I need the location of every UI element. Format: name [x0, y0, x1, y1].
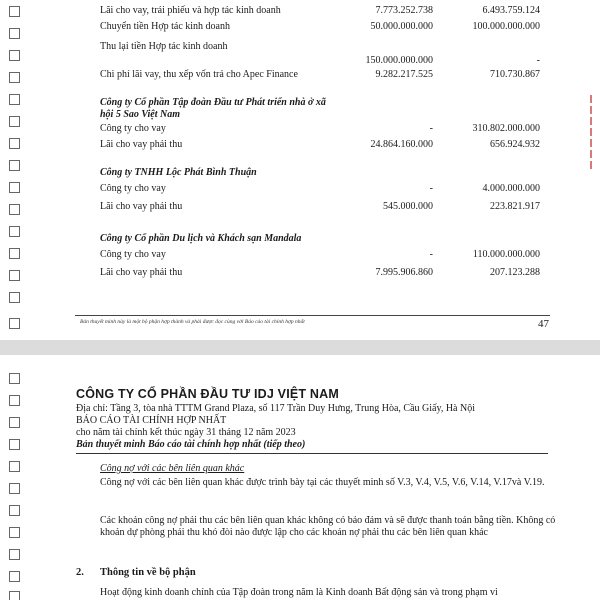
notes-title: Bản thuyết minh Báo cáo tài chính hợp nhất (tiếp theo) [76, 439, 306, 450]
value-current-year: 7.995.906.860 [375, 267, 433, 278]
subheading: Công nợ với các bên liên quan khác [100, 463, 245, 474]
company-address: Địa chỉ: Tầng 3, tòa nhà TTTM Grand Plaza, số 117 Trần Duy Hưng, Trung Hòa, Cầu Giấy, Hà Nội [76, 403, 475, 414]
table-row [0, 182, 600, 196]
table-row [0, 68, 600, 82]
checkbox-mark [9, 549, 20, 560]
paragraph: Các khoản công nợ phải thu các bên liên quan khác không có bảo đảm và sẽ được thanh toán bằng tiền. Không có khoản dự phòng phải thu khó đòi nào được lập cho các khoản nợ phải thu các bên liên quan khác [100, 515, 556, 538]
page-number: 47 [538, 318, 549, 330]
value-prior-year: 710.730.867 [490, 69, 540, 80]
group-heading [0, 232, 600, 246]
checkbox-mark [9, 571, 20, 582]
checkbox-mark [9, 439, 20, 450]
value-prior-year: 223.821.917 [490, 201, 540, 212]
value-current-year: - [429, 123, 433, 134]
table-row [0, 122, 600, 136]
checkbox-mark [9, 318, 20, 329]
report-title: BÁO CÁO TÀI CHÍNH HỢP NHẤT [76, 415, 227, 426]
value-prior-year: 207.123.288 [490, 267, 540, 278]
value-current-year: 24.864.160.000 [370, 139, 433, 150]
page-gap [0, 340, 600, 355]
paragraph: Hoạt động kinh doanh chính của Tập đoàn trong năm là Kinh doanh Bất động sản và trong phạm vi [100, 587, 498, 598]
value-prior-year: 4.000.000.000 [482, 183, 540, 194]
value-current-year: 545.000.000 [383, 201, 433, 212]
group-heading-cont [0, 108, 600, 122]
value-prior-year: 110.000.000.000 [472, 249, 540, 260]
row-label: Lãi cho vay phải thu [100, 139, 183, 150]
report-period: cho năm tài chính kết thúc ngày 31 tháng 12 năm 2023 [76, 427, 296, 438]
checkbox-mark [9, 505, 20, 516]
page-footer-note: Bản thuyết minh này là một bộ phận hợp thành và phải được đọc cùng với Báo cáo tài chính hợp nhất [80, 319, 305, 325]
checkbox-mark [9, 292, 20, 303]
table-row [0, 40, 600, 54]
report-page-48 [0, 355, 600, 600]
checkbox-mark [9, 483, 20, 494]
table-row [0, 248, 600, 262]
value-current-year: 150.000.000.000 [365, 55, 433, 66]
table-row [0, 138, 600, 152]
checkbox-mark [9, 417, 20, 428]
group-title: Công ty Cổ phần Du lịch và Khách sạn Mandala [100, 233, 302, 244]
row-label: Lãi cho vay, trái phiếu và hợp tác kinh doanh [100, 5, 281, 16]
value-prior-year: 100.000.000.000 [472, 21, 540, 32]
value-prior-year: - [536, 55, 540, 66]
row-label: Công ty cho vay [100, 123, 166, 134]
row-label: Thu lại tiền Hợp tác kinh doanh [100, 41, 228, 52]
group-title: Công ty Cổ phần Tập đoàn Đầu tư Phát triển nhà ở xã [100, 97, 326, 108]
group-title-line2: hội 5 Sao Việt Nam [100, 109, 181, 120]
header-divider [76, 453, 548, 454]
row-label: Chi phí lãi vay, thu xếp vốn trả cho Apec Finance [100, 69, 298, 80]
row-label: Công ty cho vay [100, 249, 166, 260]
company-name: CÔNG TY CỔ PHẦN ĐẦU TƯ IDJ VIỆT NAM [76, 387, 339, 401]
group-heading [0, 166, 600, 180]
table-row [0, 4, 600, 18]
checkbox-mark [9, 527, 20, 538]
group-title: Công ty TNHH Lộc Phát Bình Thuận [100, 167, 257, 178]
table-row [0, 54, 600, 68]
value-prior-year: 310.802.000.000 [472, 123, 540, 134]
value-current-year: 7.773.252.738 [375, 5, 433, 16]
value-current-year: 9.282.217.525 [375, 69, 433, 80]
table-row [0, 20, 600, 34]
section-number: 2. [76, 567, 84, 578]
paragraph: Công nợ với các bên liên quan khác được trình bày tại các thuyết minh số V.3, V.4, V.5, V.6, V.14, V.17và V.19. [100, 477, 545, 488]
checkbox-mark [9, 395, 20, 406]
row-label: Công ty cho vay [100, 183, 166, 194]
row-label: Lãi cho vay phải thu [100, 267, 183, 278]
footer-divider [75, 315, 550, 316]
checkbox-mark [9, 461, 20, 472]
section-title: Thông tin về bộ phận [100, 567, 196, 578]
checkbox-mark [9, 373, 20, 384]
red-stamp-marks [586, 92, 596, 182]
value-prior-year: 656.924.932 [490, 139, 540, 150]
value-prior-year: 6.493.759.124 [482, 5, 540, 16]
table-row [0, 266, 600, 280]
table-row [0, 200, 600, 214]
value-current-year: - [429, 249, 433, 260]
value-current-year: 50.000.000.000 [370, 21, 433, 32]
checkbox-mark [9, 591, 20, 600]
row-label: Chuyển tiền Hợp tác kinh doanh [100, 21, 230, 32]
row-label: Lãi cho vay phải thu [100, 201, 183, 212]
value-current-year: - [429, 183, 433, 194]
